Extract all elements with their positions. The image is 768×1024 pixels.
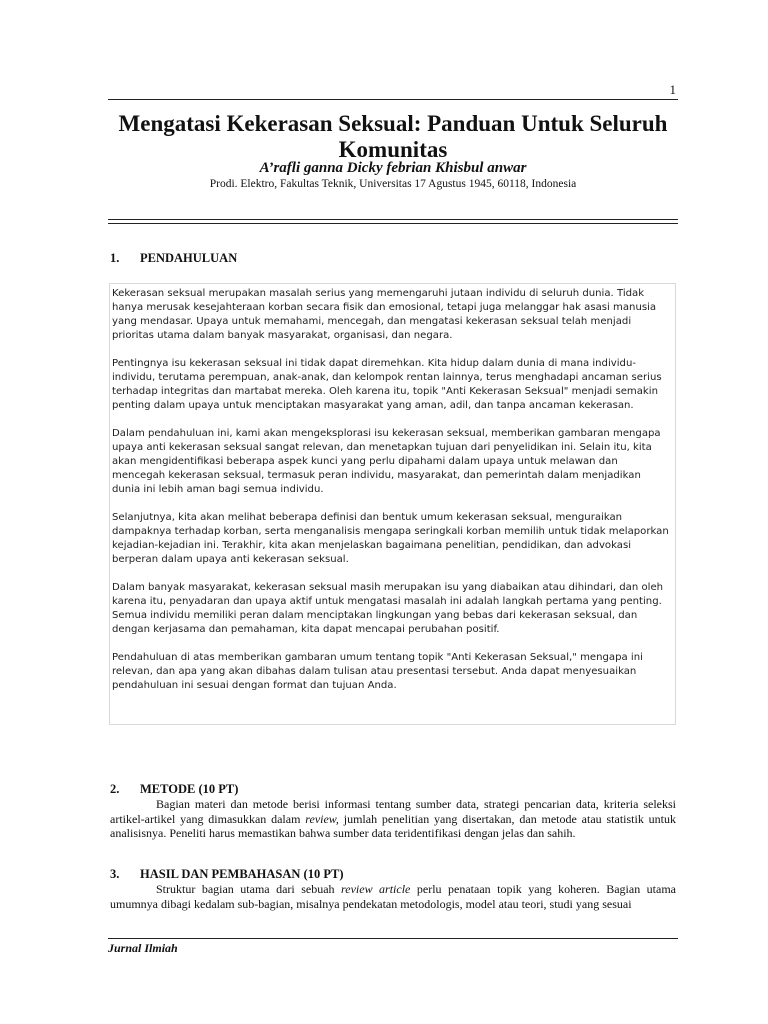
paragraph: Selanjutnya, kita akan melihat beberapa definisi dan bentuk umum kekerasan seksual, menguraikan dampaknya terhadap korban, serta menganalisis mengapa seringkali korban memilih untuk tidak melaporkan kejadian-kejadian ini. Terakhir, kita akan menjelaskan bagaimana penelitian, pendidikan, dan advokasi berperan dalam upaya anti kekerasan seksual.	[112, 512, 669, 565]
section-number: 1.	[110, 251, 120, 265]
section-heading-metode	[110, 782, 238, 797]
section-heading-pendahuluan	[110, 251, 237, 266]
section-title: METODE (10 PT)	[140, 782, 239, 796]
section-heading-hasil	[110, 867, 344, 882]
journal-footer: Jurnal Ilmiah	[108, 941, 178, 955]
hasil-paragraph: Struktur bagian utama dari sebuah review article perlu penataan topik yang koheren. Bagian utama umumnya dibagi kedalam sub-bagian, misalnya pendekatan metodologis, model atau teori, studi yang sesuai	[110, 882, 677, 911]
paragraph: Dalam banyak masyarakat, kekerasan seksual masih merupakan isu yang diabaikan atau dihindari, dan oleh karena itu, penyadaran dan upaya aktif untuk mengatasi masalah ini adalah langkah pertama yang penting. Semua individu memiliki peran dalam menciptakan lingkungan yang bebas dari kekerasan seksual, dan dengan kerjasama dan pemahaman, kita dapat mencapai perubahan positif.	[112, 582, 664, 635]
section-title: HASIL DAN PEMBAHASAN (10 PT)	[140, 867, 344, 881]
header-rule	[108, 99, 678, 100]
authors: A’rafli ganna Dicky febrian Khisbul anwar	[259, 160, 527, 176]
paragraph: Dalam pendahuluan ini, kami akan mengeksplorasi isu kekerasan seksual, memberikan gambaran mengapa upaya anti kekerasan seksual sangat relevan, dan menetapkan tujuan dari penyelidikan ini. Selain itu, kita akan mengidentifikasi beberapa aspek kunci yang perlu dipahami dalam upaya untuk melawan dan mencegah kekerasan seksual, termasuk peran individu, masyarakat, dan pemerintah dalam menjadikan dunia ini lebih aman bagi semua individu.	[112, 428, 661, 495]
section-number: 2.	[110, 782, 120, 796]
paper-title: Mengatasi Kekerasan Seksual: Panduan Untuk Seluruh Komunitas	[118, 111, 668, 162]
paragraph: Kekerasan seksual merupakan masalah serius yang memengaruhi jutaan individu di seluruh dunia. Tidak hanya merusak kesejahteraan korban secara fisik dan emosional, tetapi juga melanggar hak asasi manusia yang mendasar. Upaya untuk memahami, mencegah, dan mengatasi kekerasan seksual telah menjadi prioritas utama dalam banyak masyarakat, organisasi, dan negara.	[112, 288, 657, 341]
affiliation: Prodi. Elektro, Fakultas Teknik, Universitas 17 Agustus 1945, 60118, Indonesia	[209, 178, 577, 190]
page-number: 1	[669, 82, 676, 97]
section-number: 3.	[110, 867, 120, 881]
footer-rule	[108, 938, 678, 939]
metode-paragraph: Bagian materi dan metode berisi informasi tentang sumber data, strategi pencarian data, kriteria seleksi artikel-artikel yang dimasukkan dalam review, jumlah penelitian yang disertakan, dan metode atau statistik untuk analisisnya. Peneliti harus memastikan bahwa sumber data teridentifikasi dengan jelas dan sahih.	[110, 797, 676, 840]
title-rule	[108, 219, 678, 224]
section-title: PENDAHULUAN	[140, 251, 238, 265]
paragraph: Pentingnya isu kekerasan seksual ini tidak dapat diremehkan. Kita hidup dalam dunia di mana individu-individu, terutama perempuan, anak-anak, dan kelompok rentan lainnya, terus menghadapi ancaman serius terhadap integritas dan martabat mereka. Oleh karena itu, topik "Anti Kekerasan Seksual" menjadi semakin penting dalam upaya untuk menciptakan masyarakat yang aman, adil, dan tanpa ancaman kekerasan.	[112, 358, 662, 411]
introduction-box	[109, 283, 676, 725]
paragraph: Pendahuluan di atas memberikan gambaran umum tentang topik "Anti Kekerasan Seksual," mengapa ini relevan, dan apa yang akan dibahas dalam tulisan atau presentasi tersebut. Anda dapat menyesuaikan pendahuluan ini sesuai dengan format dan tujuan Anda.	[112, 652, 643, 691]
